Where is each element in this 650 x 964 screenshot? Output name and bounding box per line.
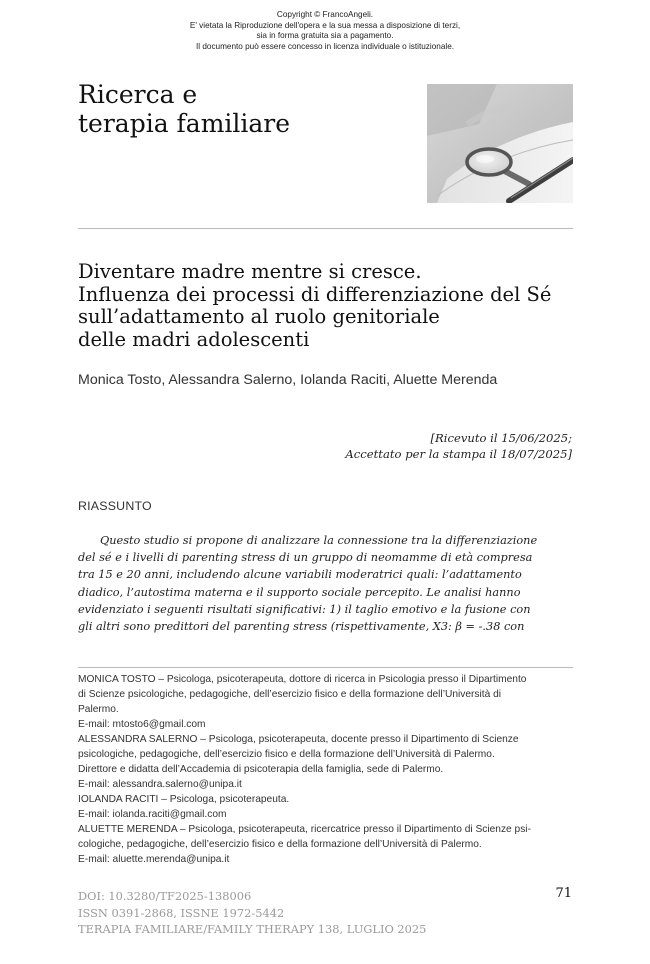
abstract-line: del sé e i livelli di parenting stress di un gruppo di neomamme di età compresa: [78, 551, 533, 565]
author-note-line: di Scienze psicologiche, pedagogiche, dell’esercizio fisico e della formazione dell’Università di: [78, 689, 502, 700]
journal-title: [78, 80, 290, 138]
copyright-line: sia in forma gratuita sia a pagamento.: [256, 31, 394, 41]
article-title-line: delle madri adolescenti: [78, 327, 310, 351]
author-email: E-mail: iolanda.raciti@gmail.com: [78, 809, 227, 820]
accepted-line: Accettato per la stampa il 18/07/2025]: [345, 447, 572, 461]
author-note-line: ALESSANDRA SALERNO – Psicologa, psicoterapeuta, docente presso il Dipartimento di Scienze: [78, 734, 519, 745]
author-email: E-mail: alessandra.salerno@unipa.it: [78, 779, 242, 790]
author-notes: [78, 672, 576, 867]
issn: ISSN 0391-2868, ISSNE 1972-5442: [78, 905, 285, 920]
page-number: 71: [555, 886, 572, 901]
article-title-line: Diventare madre mentre si cresce.: [78, 260, 422, 283]
abstract-heading: RIASSUNTO: [78, 499, 152, 513]
footnote-divider: [78, 667, 573, 668]
author-note-line: cologiche, pedagogiche, dell’esercizio fisico e della formazione dell’Università di Palermo.: [78, 839, 482, 850]
author-email: E-mail: aluette.merenda@unipa.it: [78, 854, 230, 865]
publication-footer: [78, 888, 426, 938]
magnifier-pen-illustration: [427, 84, 573, 203]
author-note-line: ALUETTE MERENDA – Psicologa, psicoterapeuta, ricercatrice presso il Dipartimento di Scienze psi-: [78, 824, 531, 835]
copyright-line: E' vietata la Riproduzione dell'opera e la sua messa a disposizione di terzi,: [189, 20, 461, 30]
journal-title-line: Ricerca e: [78, 80, 198, 109]
article-title-line: Influenza dei processi di differenziazione del Sé: [78, 282, 552, 306]
abstract-line: tra 15 e 20 anni, includendo alcune variabili moderatrici quali: l’adattamento: [78, 568, 522, 582]
article-title: [78, 261, 578, 351]
copyright-notice: [0, 10, 650, 52]
author-note-line: Palermo.: [78, 704, 119, 715]
header-divider: [78, 228, 573, 229]
journal-title-line: terapia familiare: [78, 109, 291, 138]
author-email: E-mail: mtosto6@gmail.com: [78, 719, 206, 730]
abstract-line: evidenziato i seguenti risultati significativi: 1) il taglio emotivo e la fusione con: [78, 602, 531, 616]
abstract-line: gli altri sono predittori del parenting stress (rispettivamente, X3: β = -.38 con: [78, 620, 525, 634]
doi: DOI: 10.3280/TF2025-138006: [78, 889, 252, 903]
abstract-text: [78, 532, 574, 635]
abstract-line: diadico, l’autostima materna e il supporto sociale percepito. Le analisi hanno: [78, 585, 521, 599]
author-note-line: Direttore e didatta dell’Accademia di psicoterapia della famiglia, sede di Palermo.: [78, 764, 444, 775]
received-accepted-dates: [345, 430, 572, 462]
abstract-line: Questo studio si propone di analizzare la connessione tra la differenziazione: [100, 534, 538, 547]
article-title-line: sull’adattamento al ruolo genitoriale: [78, 305, 440, 328]
article-authors: Monica Tosto, Alessandra Salerno, Iolanda Raciti, Aluette Merenda: [78, 372, 498, 388]
journal-issue: TERAPIA FAMILIARE/FAMILY THERAPY 138, LUGLIO 2025: [78, 922, 427, 936]
author-note-line: psicologiche, pedagogiche, dell’esercizio fisico e della formazione dell’Università di Palermo.: [78, 749, 495, 760]
author-note-line: MONICA TOSTO – Psicologa, psicoterapeuta, dottore di ricerca in Psicologia presso il Dipartimento: [78, 674, 527, 685]
author-note-line: IOLANDA RACITI – Psicologa, psicoterapeuta.: [78, 794, 290, 805]
copyright-line: Il documento può essere concesso in licenza individuale o istituzionale.: [195, 41, 455, 51]
received-line: [Ricevuto il 15/06/2025;: [430, 431, 572, 445]
copyright-line: Copyright © FrancoAngeli.: [276, 10, 374, 19]
